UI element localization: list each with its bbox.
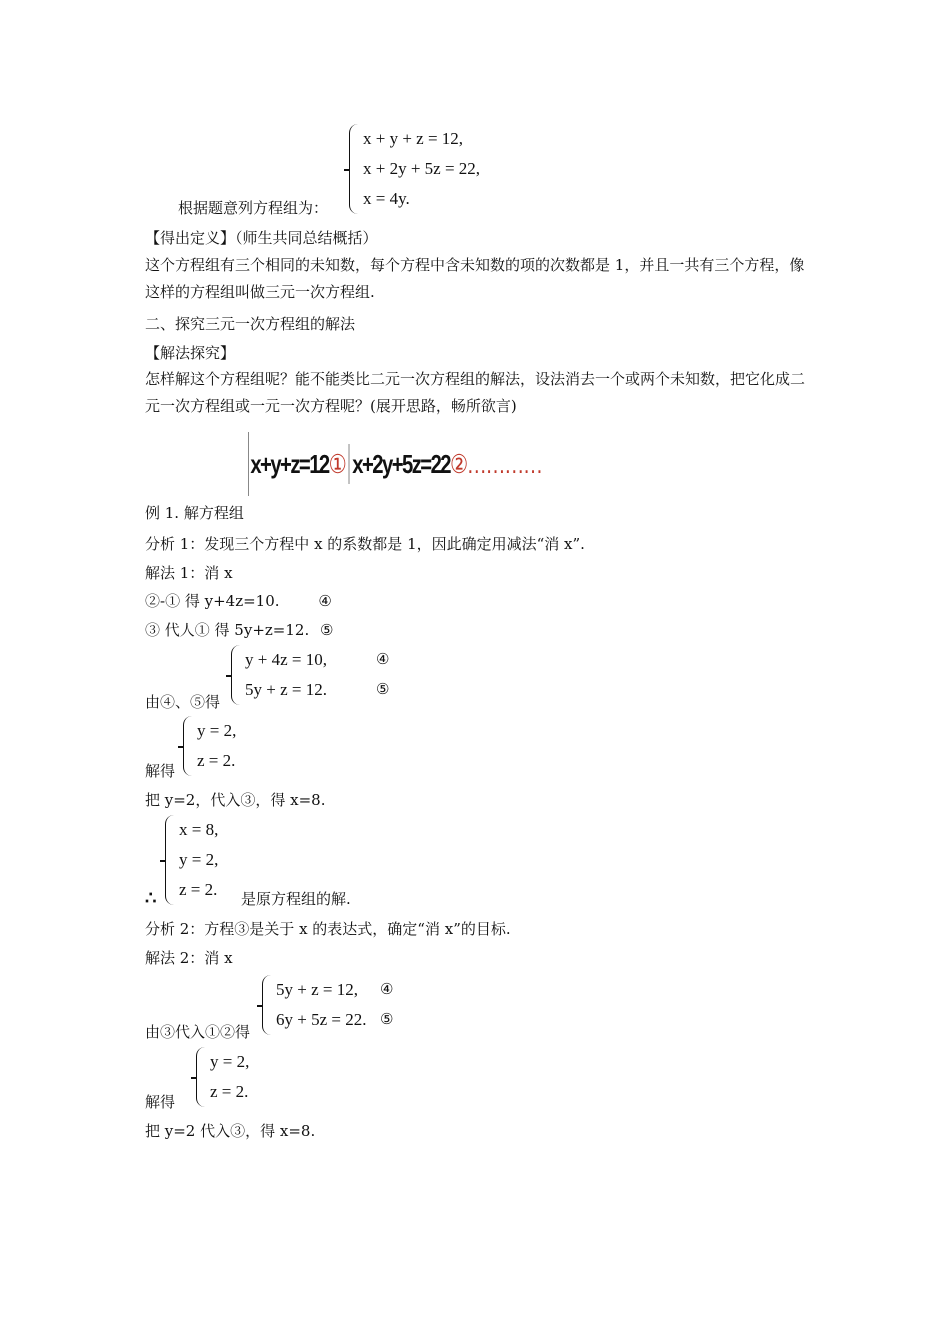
intro-system xyxy=(349,124,480,214)
system-marks: ④ ⑤ xyxy=(376,652,390,698)
section-title: 二、探究三元一次方程组的解法 xyxy=(145,315,356,333)
brace xyxy=(262,975,272,1035)
equation-row: y + 4z = 10, xyxy=(245,650,327,669)
analysis-1: 分析 1：发现三个方程中 x 的系数都是 1，因此确定用减法“消 x”. xyxy=(145,535,585,553)
system-2 xyxy=(262,975,366,1035)
result-system xyxy=(183,716,236,776)
brace xyxy=(231,645,241,705)
equation-row: y = 2, xyxy=(210,1052,250,1071)
equation-row: y = 2, xyxy=(197,721,237,740)
therefore-symbol: ∴ xyxy=(145,888,157,909)
final-text: 是原方程组的解. xyxy=(241,890,351,908)
system-2-marks: ④ ⑤ xyxy=(380,982,394,1028)
solution-1-step-1: ②-① 得 y+4z=10. ④ xyxy=(145,592,332,610)
intro-label: 根据题意列方程组为： xyxy=(178,199,329,217)
analysis-2: 分析 2：方程③是关于 x 的表达式，确定“消 x”的目标. xyxy=(145,920,511,938)
definition-text: 这个方程组有三个相同的未知数，每个方程中含未知数的项的次数都是 1，并且一共有三个方程，像这样的方程组叫做三元一次方程组. xyxy=(145,256,805,301)
solution-2-heading: 解法 2：消 x xyxy=(145,949,233,967)
equation-row: x + 2y + 5z = 22, xyxy=(363,159,481,178)
equation-row: z = 2. xyxy=(179,880,218,899)
garbled-equation: x+y+z=12 ① x+2y+5z=22 ② ………… xyxy=(248,432,542,496)
example-label: 例 1. 解方程组 xyxy=(145,504,244,522)
method-text: 怎样解这个方程组呢？能不能类比二元一次方程组的解法，设法消去一个或两个未知数，把它化成二元一次方程组或一元一次方程呢？(展开思路，畅所欲言) xyxy=(145,370,806,415)
equation-row: x = 4y. xyxy=(363,189,410,208)
brace xyxy=(183,716,193,776)
substitute-line: 把 y=2，代入③，得 x=8. xyxy=(145,791,326,809)
brace xyxy=(349,124,359,214)
brace xyxy=(196,1047,206,1107)
result-label: 解得 xyxy=(145,762,176,780)
equation-row: x + y + z = 12, xyxy=(363,129,464,148)
equation-row: z = 2. xyxy=(197,751,236,770)
equation-row: x = 8, xyxy=(179,820,219,839)
substitute-2-line: 把 y=2 代入③，得 x=8. xyxy=(145,1122,316,1140)
system-2-label: 由③代入①②得 xyxy=(145,1023,251,1041)
equation-row: 5y + z = 12. xyxy=(245,680,327,699)
definition-title: 【得出定义】（师生共同总结概括） xyxy=(145,229,378,247)
result-2-system xyxy=(196,1047,249,1107)
equation-row: y = 2, xyxy=(179,850,219,869)
system-4-5 xyxy=(231,645,327,705)
system-label: 由④、⑤得 xyxy=(145,693,221,711)
equation-row: z = 2. xyxy=(210,1082,249,1101)
method-title: 【解法探究】 xyxy=(145,344,236,362)
solution-1-heading: 解法 1：消 x xyxy=(145,564,233,582)
equation-row: 6y + 5z = 22. xyxy=(276,1010,367,1029)
result-2-label: 解得 xyxy=(145,1093,176,1111)
equation-row: 5y + z = 12, xyxy=(276,980,358,999)
solution-1-step-2: ③ 代人① 得 5y+z=12. ⑤ xyxy=(145,621,334,639)
brace xyxy=(165,815,175,905)
final-system xyxy=(165,815,218,905)
